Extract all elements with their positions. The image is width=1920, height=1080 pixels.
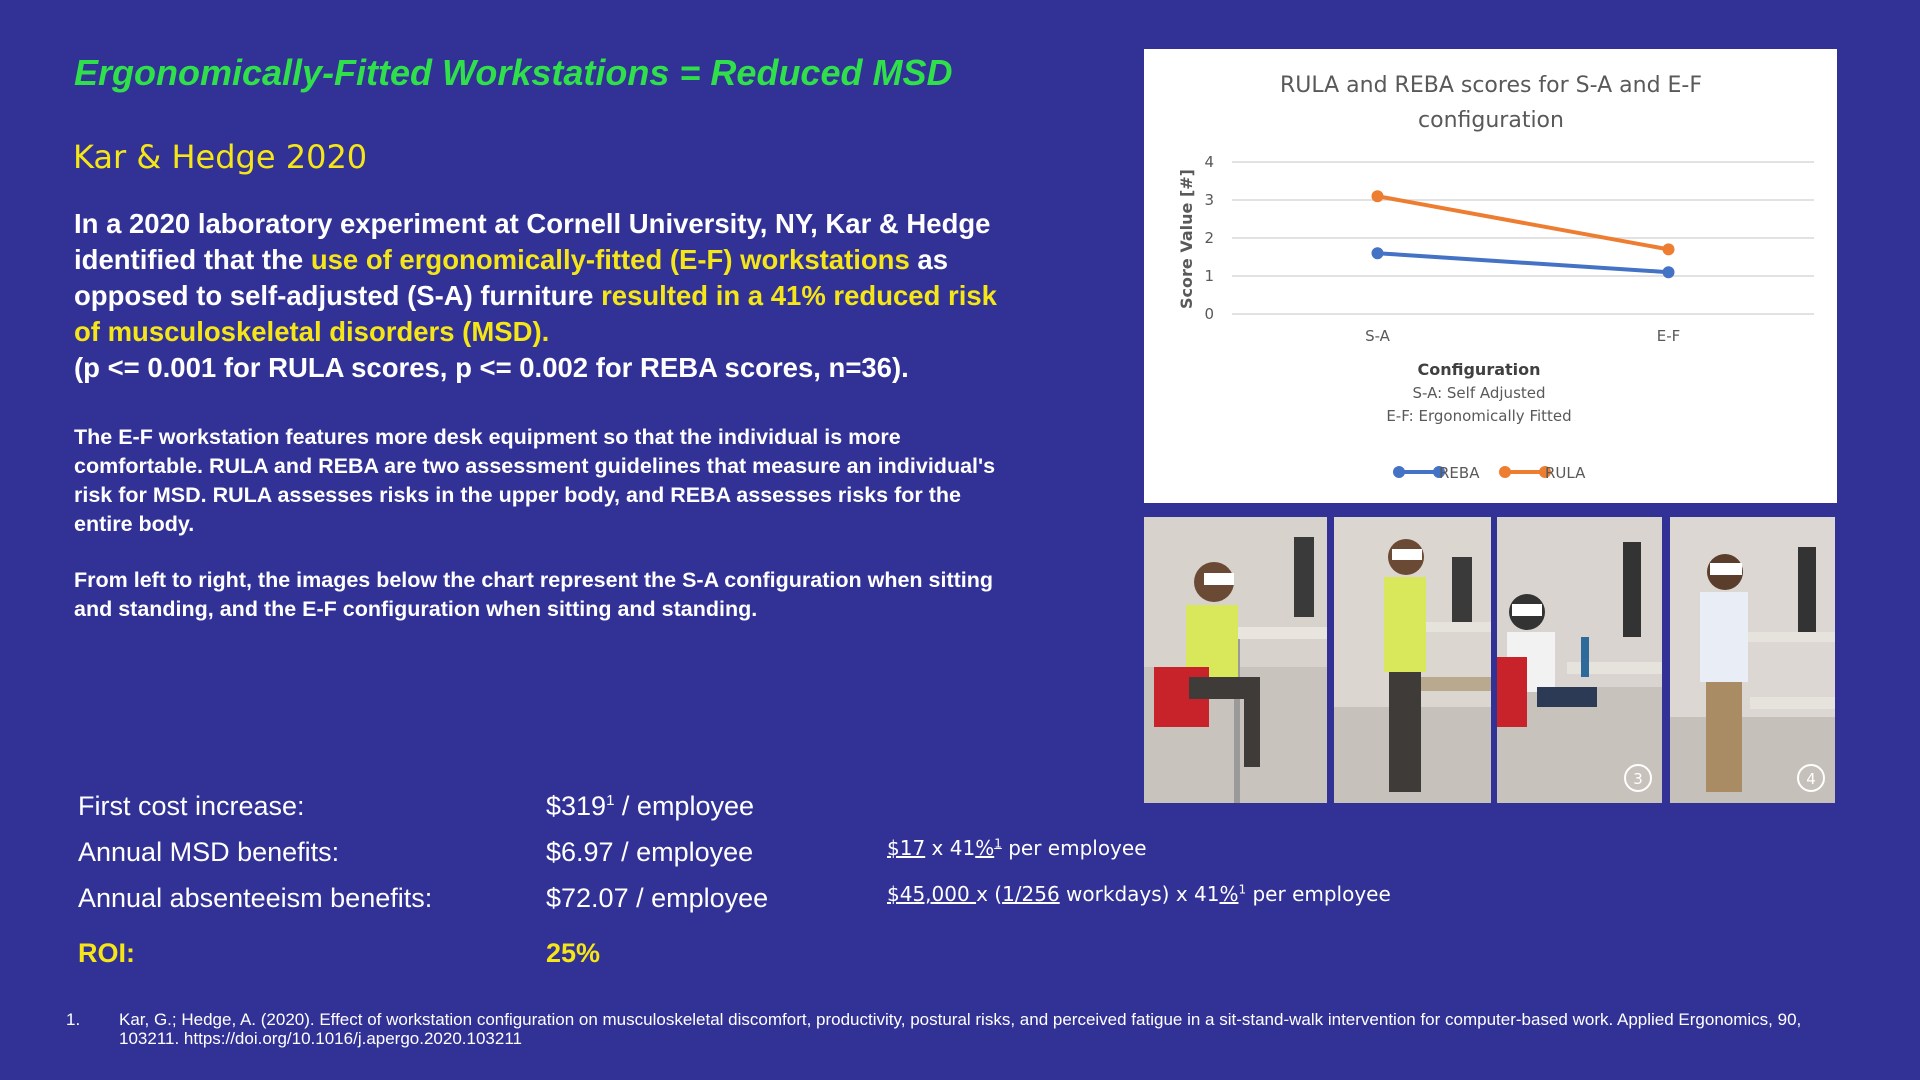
legend-label-reba: REBA	[1439, 464, 1480, 482]
photo-badge-4: 4	[1806, 770, 1816, 788]
line-chart	[1144, 49, 1837, 503]
absenteeism-benefits-label: Annual absenteeism benefits:	[78, 883, 433, 913]
series-line-reba	[1378, 253, 1669, 272]
roi-label: ROI:	[78, 938, 135, 968]
abs-note-mult: x (	[976, 882, 1003, 906]
x-axis-label: Configuration	[1417, 360, 1541, 379]
abs-note-salary: $45,000	[887, 882, 977, 906]
photo-ef-sitting	[1497, 517, 1662, 803]
intro-highlight-1: use of ergonomically-fitted (E-F) workstations	[310, 244, 910, 275]
data-point-rula	[1663, 243, 1675, 255]
photo-sa-standing	[1334, 517, 1491, 803]
abs-note-percent: %	[1219, 882, 1239, 906]
first-cost-unit: / employee	[614, 791, 754, 821]
intro-text-2: as opposed to self-adjusted (S-A) furniture	[74, 244, 948, 311]
y-tick-label: 2	[1204, 229, 1214, 247]
absenteeism-benefits-value: $72.07 / employee	[546, 883, 769, 913]
slide-title: Ergonomically-Fitted Workstations = Reduced MSD	[74, 52, 953, 93]
msd-benefits-note	[887, 836, 1147, 860]
abs-note-fraction: 1/256	[1002, 882, 1060, 906]
x-tick-label: E-F	[1656, 327, 1681, 345]
y-axis-label: Score Value [#]	[1177, 169, 1196, 309]
y-tick-label: 1	[1204, 267, 1214, 285]
absenteeism-benefits-note	[887, 882, 1391, 906]
first-cost-amount: $319	[546, 791, 607, 821]
legend-marker-reba	[1393, 466, 1405, 478]
series-line-rula	[1378, 196, 1669, 249]
first-cost-label: First cost increase:	[78, 791, 305, 821]
data-point-reba	[1663, 266, 1675, 278]
x-axis-sub1: S-A: Self Adjusted	[1412, 384, 1546, 402]
photo-sa-sitting	[1144, 517, 1327, 803]
msd-benefits-label: Annual MSD benefits:	[78, 837, 340, 867]
images-description-paragraph: From left to right, the images below the chart represent the S-A configuration when sitting and standing, and the E-F configuration when sitting and standing.	[74, 568, 993, 621]
msd-note-tail: per employee	[1001, 836, 1147, 860]
footnote-text: Kar, G.; Hedge, A. (2020). Effect of workstation configuration on musculoskeletal discomfort, productivity, postural risks, and perceived fatigue in a sit-stand-walk intervention for computer-based work. Applied Ergonomics, 90, 103211. https://doi.org/10.1016/j.apergo.2020.103211	[119, 1010, 1802, 1048]
msd-note-amount: $17	[887, 836, 926, 860]
first-cost-footnote-ref: 1	[606, 792, 615, 809]
intro-highlight-2: resulted in a 41% reduced risk of musculoskeletal disorders (MSD).	[74, 280, 997, 347]
legend-label-rula: RULA	[1545, 464, 1586, 482]
first-cost-value	[546, 791, 754, 822]
intro-stats: (p <= 0.001 for RULA scores, p <= 0.002 for REBA scores, n=36).	[74, 352, 909, 383]
chart-panel	[1144, 49, 1837, 503]
abs-note-ref: 1	[1238, 882, 1247, 897]
msd-benefits-value: $6.97 / employee	[546, 837, 754, 867]
photo-ef-standing	[1670, 517, 1835, 803]
citation-subtitle: Kar & Hedge 2020	[73, 138, 368, 176]
roi-value: 25%	[546, 938, 601, 968]
msd-note-percent: %	[975, 836, 995, 860]
footnote-number: 1.	[66, 1010, 81, 1029]
y-tick-label: 0	[1204, 305, 1214, 323]
intro-paragraph	[74, 206, 1014, 386]
abs-note-tail: per employee	[1246, 882, 1391, 906]
data-point-reba	[1372, 247, 1384, 259]
x-tick-label: S-A	[1365, 327, 1390, 345]
chart-title-line2: configuration	[1418, 108, 1564, 133]
msd-note-mult: x 41	[925, 836, 976, 860]
chart-title-line1: RULA and REBA scores for S-A and E-F	[1279, 73, 1703, 98]
data-point-rula	[1372, 190, 1384, 202]
photo-badge-3: 3	[1633, 770, 1643, 788]
x-axis-sub2: E-F: Ergonomically Fitted	[1386, 407, 1572, 425]
y-tick-label: 4	[1204, 153, 1214, 171]
y-tick-label: 3	[1204, 191, 1214, 209]
abs-note-workdays: workdays) x 41	[1059, 882, 1220, 906]
legend-marker-rula	[1499, 466, 1511, 478]
msd-note-ref: 1	[994, 836, 1002, 851]
intro-text-1: In a 2020 laboratory experiment at Cornell University, NY, Kar & Hedge identified that the	[74, 208, 991, 275]
description-paragraph: The E-F workstation features more desk equipment so that the individual is more comfortable. RULA and REBA are two assessment guidelines that measure an individual's risk for MSD. RULA assesses risks in the upper body, and REBA assesses risks for the entire body.	[74, 425, 996, 536]
